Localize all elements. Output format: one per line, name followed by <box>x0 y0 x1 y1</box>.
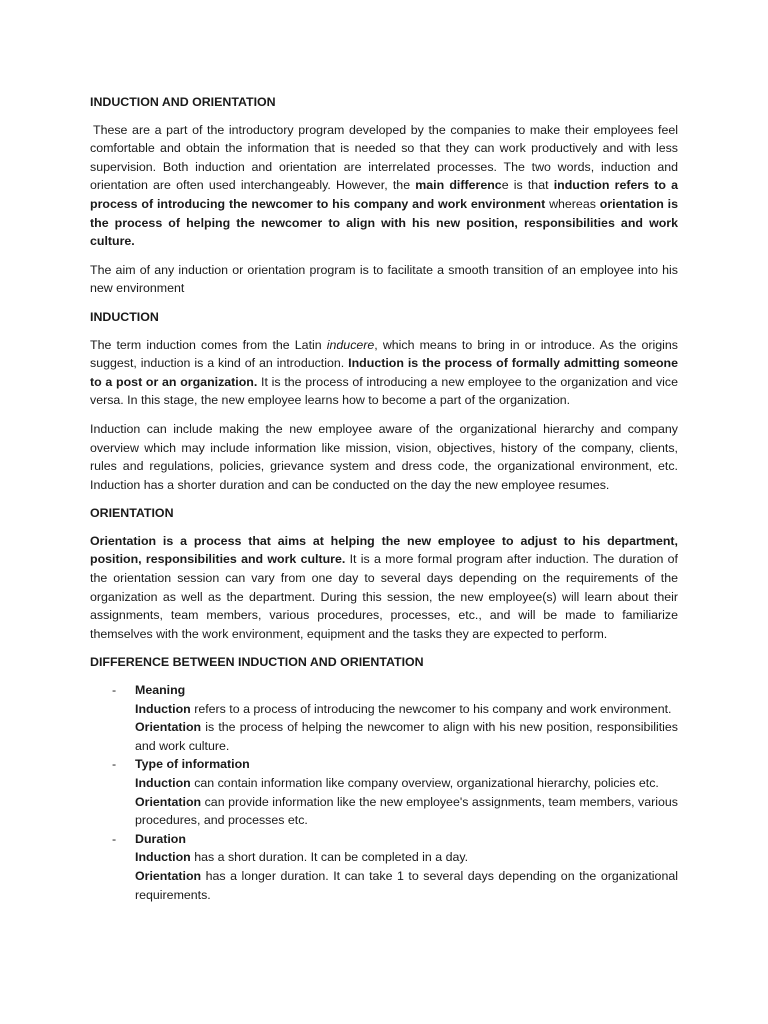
intro-bold-1: main differenc <box>415 178 502 193</box>
induction-definition: Induction is the process of formally admitting someone to a post or an organization. <box>90 356 678 389</box>
intro-paragraph <box>90 121 678 251</box>
orientation-label: Orientation <box>135 868 202 883</box>
intro-text-3: whereas <box>545 196 600 211</box>
difference-item-meaning <box>90 681 678 755</box>
intro-text-1: These are a part of the introductory program developed by the companies to make their employees feel comfortable and obtain the information that is needed so that they can work productively and with less supervision. Both induction and orientation are interrelated processes. The two words, induction and orientation are often used interchangeably. However, the <box>90 122 678 193</box>
aim-paragraph: The aim of any induction or orientation program is to facilitate a smooth transition of an employee into his new environment <box>90 262 678 296</box>
orientation-desc-text: is the process of helping the newcomer to align with his new position, responsibilities and work culture. <box>135 720 678 753</box>
difference-list <box>90 681 678 904</box>
orientation-label: Orientation <box>135 720 202 735</box>
orientation-desc-text: can provide information like the new employee's assignments, team members, various procedures, and processes etc. <box>135 794 678 828</box>
difference-item-type-of-information <box>90 755 678 829</box>
document-title: INDUCTION AND ORIENTATION <box>90 95 276 109</box>
difference-induction-desc <box>135 700 678 719</box>
document-body <box>90 93 678 904</box>
orientation-definition: Orientation is a process that aims at helping the new employee to adjust to his department, position, responsibilities and work culture. <box>90 533 678 567</box>
intro-bold-2: induction refers to a process of introducing the newcomer to his company and work environment <box>90 178 678 211</box>
orientation-label: Orientation <box>135 794 202 809</box>
difference-item-title: Type of information <box>135 757 250 772</box>
induction-paragraph-1 <box>90 336 678 410</box>
induction-latin-term: inducere <box>326 337 375 352</box>
bullet-dash: - <box>112 683 117 698</box>
orientation-text: It is a more formal program after induction. The duration of the orientation session can vary from one day to several days depending on the requirements of the organization as well as the department. During this session, the new employee(s) will learn about their assignments, team members, various procedures, processes, etc., and will be made to familiarize themselves with the work environment, equipment and the tasks they are expected to perform. <box>90 552 678 641</box>
induction-text-3: It is the process of introducing a new employee to the organization and vice versa. In this stage, the new employee learns how to become a part of the organization. <box>90 374 678 408</box>
induction-desc-text: has a short duration. It can be completed in a day. <box>190 850 469 865</box>
difference-orientation-desc <box>135 793 678 830</box>
intro-text-2: e is that <box>501 178 554 193</box>
difference-orientation-desc <box>135 867 678 904</box>
induction-desc-text: refers to a process of introducing the newcomer to his company and work environment. <box>190 701 672 716</box>
induction-heading: INDUCTION <box>90 309 159 324</box>
intro-bold-3: orientation is the process of helping the newcomer to align with his new position, responsibilities and work culture. <box>90 196 678 249</box>
induction-label: Induction <box>135 776 191 790</box>
orientation-desc-text: has a longer duration. It can take 1 to several days depending on the organizational requirements. <box>135 868 678 902</box>
bullet-dash: - <box>112 757 117 772</box>
induction-paragraph-2: Induction can include making the new employee aware of the organizational hierarchy and company overview which may include information like mission, vision, objectives, history of the company, clients, rules and regulations, policies, grievance system and dress code, the organizational environment, etc. Induction has a shorter duration and can be conducted on the day the new employee resumes. <box>90 421 678 492</box>
difference-induction-desc <box>135 848 678 867</box>
induction-label: Induction <box>135 701 191 716</box>
difference-item-title: Meaning <box>135 683 186 698</box>
difference-item-title: Duration <box>135 831 186 846</box>
orientation-heading: ORIENTATION <box>90 506 174 521</box>
difference-item-duration <box>90 830 678 904</box>
induction-label: Induction <box>135 850 191 865</box>
difference-induction-desc <box>135 774 678 793</box>
induction-text-1: The term induction comes from the Latin <box>90 337 327 352</box>
bullet-dash: - <box>112 831 117 846</box>
induction-text-2: , which means to bring in or introduce. As the origins suggest, induction is a kind of an introduction. <box>90 337 679 371</box>
induction-desc-text: can contain information like company overview, organizational hierarchy, policies etc. <box>190 776 659 790</box>
orientation-paragraph <box>90 532 678 644</box>
difference-orientation-desc <box>135 718 678 755</box>
difference-heading: DIFFERENCE BETWEEN INDUCTION AND ORIENTATION <box>90 655 424 670</box>
